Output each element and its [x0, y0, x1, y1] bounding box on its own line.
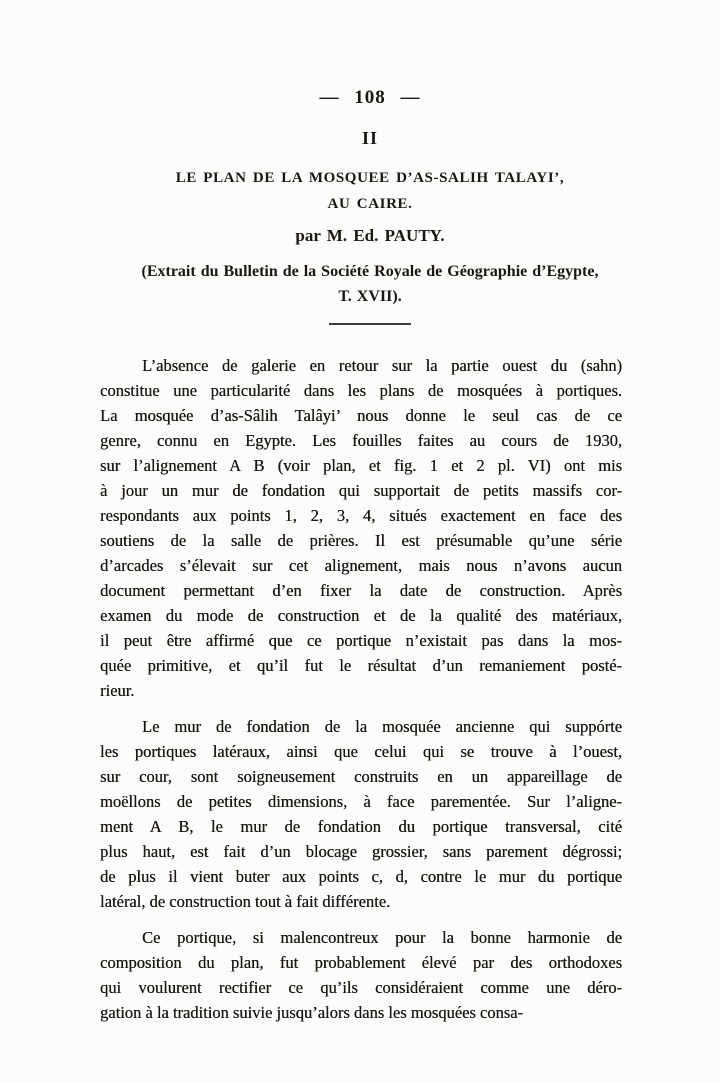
text-line: les portiques latéraux, ainsi que celui qui se trouve à l’ouest, [100, 742, 622, 761]
text-line: quée primitive, et qu’il fut le résultat d’un remaniement posté- [100, 656, 622, 675]
text-line: soutiens de la salle de prières. Il est présumable qu’une série [100, 531, 622, 550]
text-line: constitue une particularité dans les plans de mosquées à portiques. [100, 381, 622, 400]
separator-rule [329, 323, 411, 325]
source-citation-line-2: T. XVII). [338, 288, 402, 305]
paragraph-2 [100, 714, 622, 914]
text-line: genre, connu en Egypte. Les fouilles faites au cours de 1930, [100, 431, 622, 450]
text-line: composition du plan, fut probablement élevé par des orthodoxes [100, 953, 622, 972]
author-byline: par M. Ed. PAUTY. [295, 226, 445, 245]
paragraph-3 [100, 925, 622, 1025]
text-line: respondants aux points 1, 2, 3, 4, situés exactement en face des [100, 506, 622, 525]
source-citation [90, 259, 650, 309]
text-line: moëllons de petites dimensions, à face parementée. Sur l’aligne- [100, 792, 622, 811]
article-title-line-2: AU CAIRE. [327, 196, 413, 212]
text-line: plus haut, est fait d’un blocage grossier, sans parement dégrossi; [100, 842, 622, 861]
page-header [90, 0, 650, 325]
text-line: Ce portique, si malencontreux pour la bonne harmonie de [142, 928, 622, 947]
text-line: document permettant d’en fixer la date de construction. Après [100, 581, 622, 600]
text-line: de plus il vient buter aux points c, d, contre le mur du portique [100, 867, 622, 886]
text-line: gation à la tradition suivie jusqu’alors dans les mosquées consa- [100, 1003, 523, 1022]
text-line: à jour un mur de fondation qui supportait de petits massifs cor- [100, 481, 622, 500]
section-numeral: II [361, 128, 378, 148]
text-line: La mosquée d’as-Sâlih Talâyi’ nous donne le seul cas de ce [100, 406, 622, 425]
page-number: — 108 — [319, 87, 421, 108]
body-text [100, 353, 622, 1025]
text-line: qui voulurent rectifier ce qu’ils considéraient comme une déro- [100, 978, 622, 997]
text-line: L’absence de galerie en retour sur la partie ouest du (sahn) [142, 356, 622, 375]
text-line: rieur. [100, 681, 135, 700]
text-line: d’arcades s’élevait sur cet alignement, mais nous n’avons aucun [100, 556, 622, 575]
text-line: ment A B, le mur de fondation du portique transversal, cité [100, 817, 622, 836]
article-title [90, 165, 650, 217]
text-line: sur cour, sont soigneusement construits en un appareillage de [100, 767, 622, 786]
text-line: latéral, de construction tout à fait différente. [100, 892, 391, 911]
text-line: sur l’alignement A B (voir plan, et fig. 1 et 2 pl. VI) ont mis [100, 456, 622, 475]
text-line: examen du mode de construction et de la qualité des matériaux, [100, 606, 622, 625]
article-title-line-1: LE PLAN DE LA MOSQUEE D’AS-SALIH TALAYI’, [175, 170, 565, 186]
text-line: Le mur de fondation de la mosquée ancienne qui suppórte [142, 717, 622, 736]
source-citation-line-1: (Extrait du Bulletin de la Société Royale de Géographie d’Egypte, [141, 263, 599, 280]
paragraph-1 [100, 353, 622, 703]
text-line: il peut être affirmé que ce portique n’existait pas dans la mos- [100, 631, 622, 650]
